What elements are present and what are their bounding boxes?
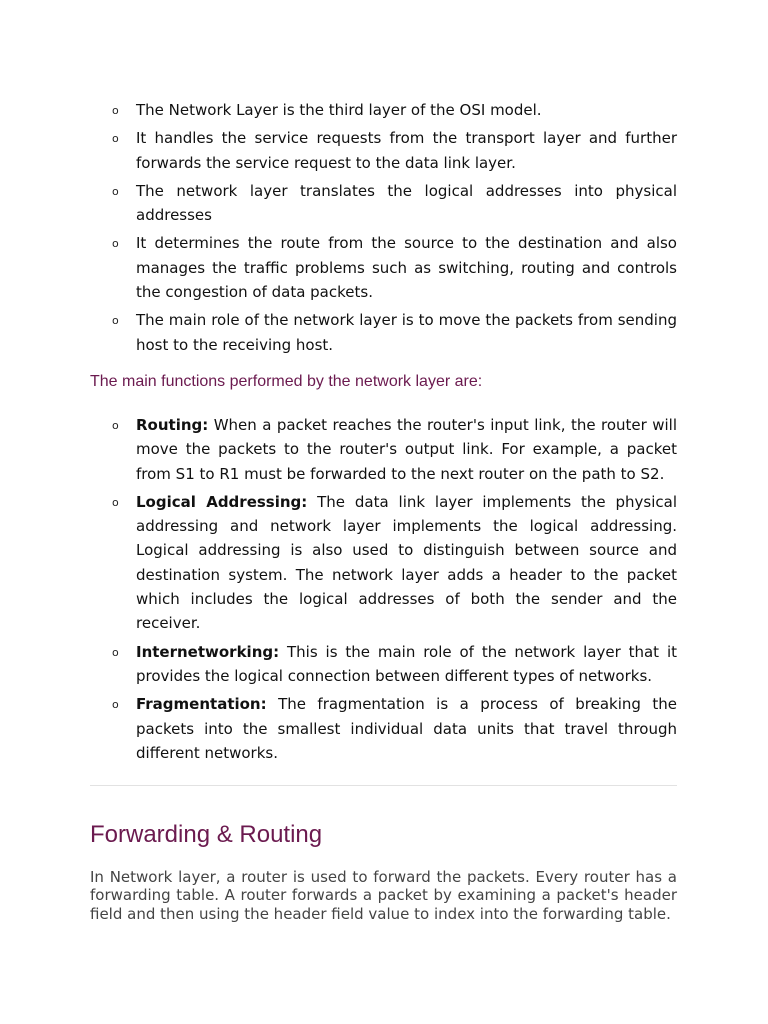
list-item-text: The Network Layer is the third layer of the OSI model. bbox=[136, 101, 542, 119]
function-term: Logical Addressing: bbox=[136, 492, 308, 511]
list-item bbox=[90, 179, 677, 228]
article-content bbox=[90, 98, 677, 923]
bullet-marker-icon: o bbox=[112, 237, 119, 251]
function-description: The data link layer implements the physical addressing and network layer implements the logical addressing. Logical addressing is also used to distinguish between source and destination system. The network layer adds a header to the packet which includes the logical addresses of both the sender and the receiver. bbox=[136, 492, 677, 633]
function-term: Internetworking: bbox=[136, 642, 280, 661]
list-item-text: The main role of the network layer is to move the packets from sending host to the receiving host. bbox=[136, 311, 677, 354]
list-item bbox=[90, 308, 677, 357]
section-paragraph: In Network layer, a router is used to forward the packets. Every router has a forwarding table. A router forwards a packet by examining a packet's header field and then using the header field value to index into the forwarding table. bbox=[90, 868, 677, 923]
function-term: Fragmentation: bbox=[136, 695, 267, 714]
bullet-marker-icon: o bbox=[112, 132, 119, 146]
section-divider bbox=[90, 785, 677, 786]
function-description: When a packet reaches the router's input link, the router will move the packets to the router's output link. For example, a packet from S1 to R1 must be forwarded to the next router on the path to S2. bbox=[136, 415, 677, 483]
function-item-logical-addressing bbox=[90, 490, 677, 636]
bullet-marker-icon: o bbox=[112, 698, 119, 712]
list-item bbox=[90, 126, 677, 175]
list-item-text: The network layer translates the logical addresses into physical addresses bbox=[136, 181, 677, 225]
function-description: The fragmentation is a process of breaking the packets into the smallest individual data units that travel through different networks. bbox=[136, 695, 677, 762]
list-item-text: It handles the service requests from the transport layer and further forwards the service request to the data link layer. bbox=[136, 129, 677, 172]
bullet-marker-icon: o bbox=[112, 495, 119, 509]
function-item-fragmentation bbox=[90, 692, 677, 765]
list-item-text: It determines the route from the source to the destination and also manages the traffic problems such as switching, routing and controls the congestion of data packets. bbox=[136, 234, 677, 302]
function-description: This is the main role of the network layer that it provides the logical connection between different types of networks. bbox=[136, 642, 677, 685]
intro-bullet-list bbox=[90, 98, 677, 357]
bullet-marker-icon: o bbox=[112, 184, 119, 198]
function-term: Routing: bbox=[136, 415, 209, 434]
function-item-internetworking bbox=[90, 640, 677, 689]
list-item bbox=[90, 231, 677, 304]
functions-heading: The main functions performed by the network layer are: bbox=[90, 372, 483, 390]
list-item bbox=[90, 98, 677, 122]
bullet-marker-icon: o bbox=[112, 314, 119, 328]
functions-bullet-list bbox=[90, 413, 677, 765]
section-title: Forwarding & Routing bbox=[90, 821, 323, 849]
bullet-marker-icon: o bbox=[112, 104, 119, 117]
function-item-routing bbox=[90, 413, 677, 486]
bullet-marker-icon: o bbox=[112, 418, 119, 432]
bullet-marker-icon: o bbox=[112, 645, 119, 659]
